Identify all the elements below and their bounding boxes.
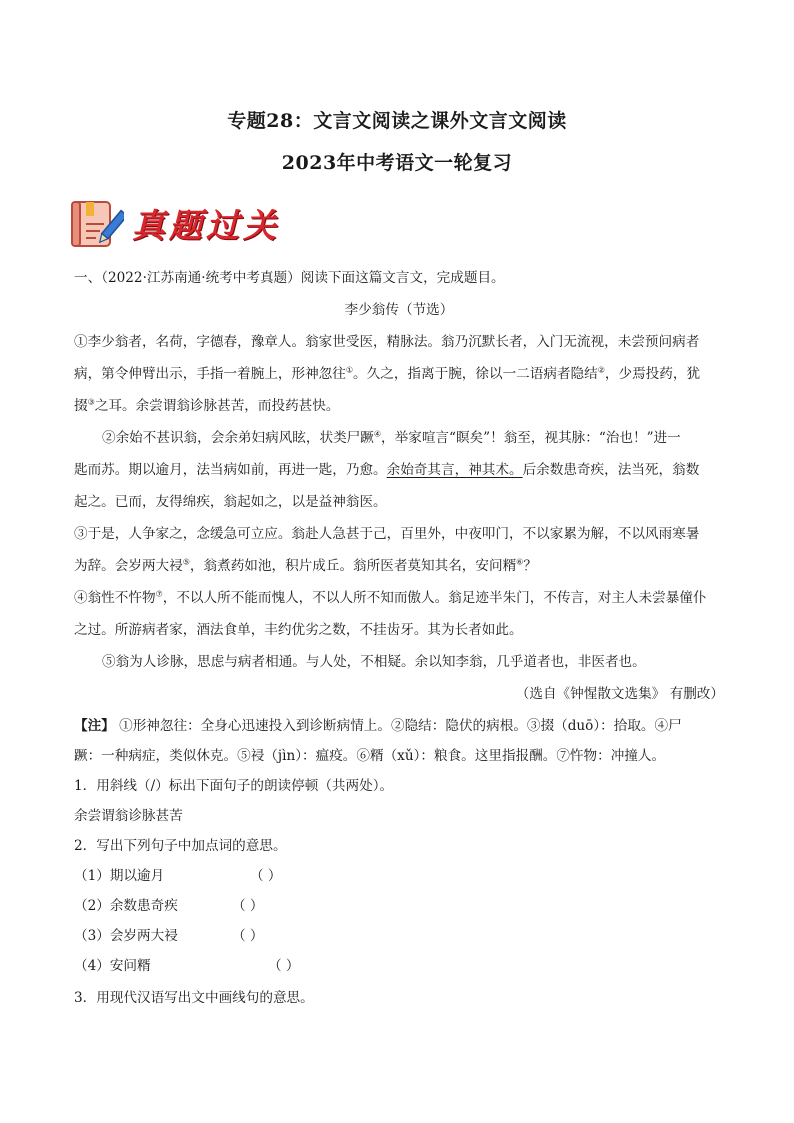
page-title: 专题28：文言文阅读之课外文言文阅读 <box>227 110 567 132</box>
question-3: 3．用现代汉语写出文中画线句的意思。 <box>74 990 314 1006</box>
passage-p2-line3: 起之。已而，友得绵疾，翁起如之，以是益神翁医。 <box>74 494 387 510</box>
passage-title: 李少翁传（节选） <box>344 302 454 318</box>
answer-blank[interactable]: （ ） <box>232 928 264 944</box>
passage-p3-line2: 为辞。会岁两大祲⑤，翁煮药如池，积片成丘。翁所医者莫知其名，安问糈⑥？ <box>74 557 537 574</box>
question-2-item: （1）期以逾月 （ ） <box>74 868 282 884</box>
passage-p3-line1: ③于是，人争家之，念缓急可立应。翁赴人急甚于己，百里外，中夜叩门，不以家累为解，不以风雨寒暑 <box>74 526 700 542</box>
question-2-item: （4）安问糈 （ ） <box>74 958 300 974</box>
question-intro: 一、（2022·江苏南通·统考中考真题）阅读下面这篇文言文，完成题目。 <box>74 270 505 286</box>
passage-p1-line1: ①李少翁者，名荷，字德春，豫章人。翁家世受医，精脉法。翁乃沉默长者，入门无流视，未尝预问病者 <box>74 334 700 350</box>
question-2: 2．写出下列句子中加点词的意思。 <box>74 838 287 854</box>
notes-line1: 【注】 ①形神忽往：全身心迅速投入到诊断病情上。②隐结：隐伏的病根。③掇（duō）：拾取。④尸 <box>74 718 682 734</box>
answer-blank[interactable]: （ ） <box>232 898 264 914</box>
passage-p1-line3: 掇③之耳。余尝谓翁诊脉甚苦，而投药甚快。 <box>74 397 340 414</box>
answer-blank[interactable]: （ ） <box>250 868 282 884</box>
page-subtitle: 2023年中考语文一轮复习 <box>281 152 513 174</box>
section-banner <box>70 198 280 250</box>
question-2-item: （2）余数患奇疾 （ ） <box>74 898 264 914</box>
underlined-sentence: 余始奇其言，神其术。 <box>386 462 523 478</box>
passage-p4-line1: ④翁性不忤物⑦，不以人所不能而愧人，不以人所不知而傲人。翁足迹半朱门，不传言，对主人未尝暴僮仆 <box>74 589 707 606</box>
passage-p2-line1: ②余始不甚识翁，会余弟妇病风眩，状类尸蹶④，举家喧言“瞑矣”！翁至，视其脉：“治也！”进一 <box>102 429 681 446</box>
banner-title: 真题过关 <box>132 206 280 245</box>
question-2-item: （3）会岁两大祲 （ ） <box>74 928 264 944</box>
question-1: 1．用斜线（/）标出下面句子的朗读停顿（共两处）。 <box>74 778 394 794</box>
answer-blank[interactable]: （ ） <box>268 958 300 974</box>
passage-p1-line2: 病，第令伸臂出示，手指一着腕上，形神忽往①。久之，指离于腕，徐以一二语病者隐结②，少焉投药，犹 <box>74 365 701 382</box>
passage-p2-line2: 匙而苏。期以逾月，法当病如前，再进一匙，乃愈。余始奇其言，神其术。后余数患奇疾，法当死，翁数 <box>74 462 700 478</box>
notes-label: 【注】 <box>74 718 115 734</box>
notes-line2: 蹶：一种病症，类似休克。⑤祲（jìn）：瘟疫。⑥糈（xǔ）：粮食。这里指报酬。⑦忤物：冲撞人。 <box>74 748 666 764</box>
question-1-sentence: 余尝谓翁诊脉甚苦 <box>74 808 183 824</box>
passage-source: （选自《钟惺散文选集》 有删改） <box>515 686 724 702</box>
passage-p4-line2: 之过。所游病者家，酒法食单，丰约优劣之数，不挂齿牙。其为长者如此。 <box>74 622 523 638</box>
passage-p5-line1: ⑤翁为人诊脉，思虑与病者相通。与人处，不相疑。余以知李翁，几乎道者也，非医者也。 <box>102 654 646 670</box>
book-pencil-icon <box>70 200 124 248</box>
